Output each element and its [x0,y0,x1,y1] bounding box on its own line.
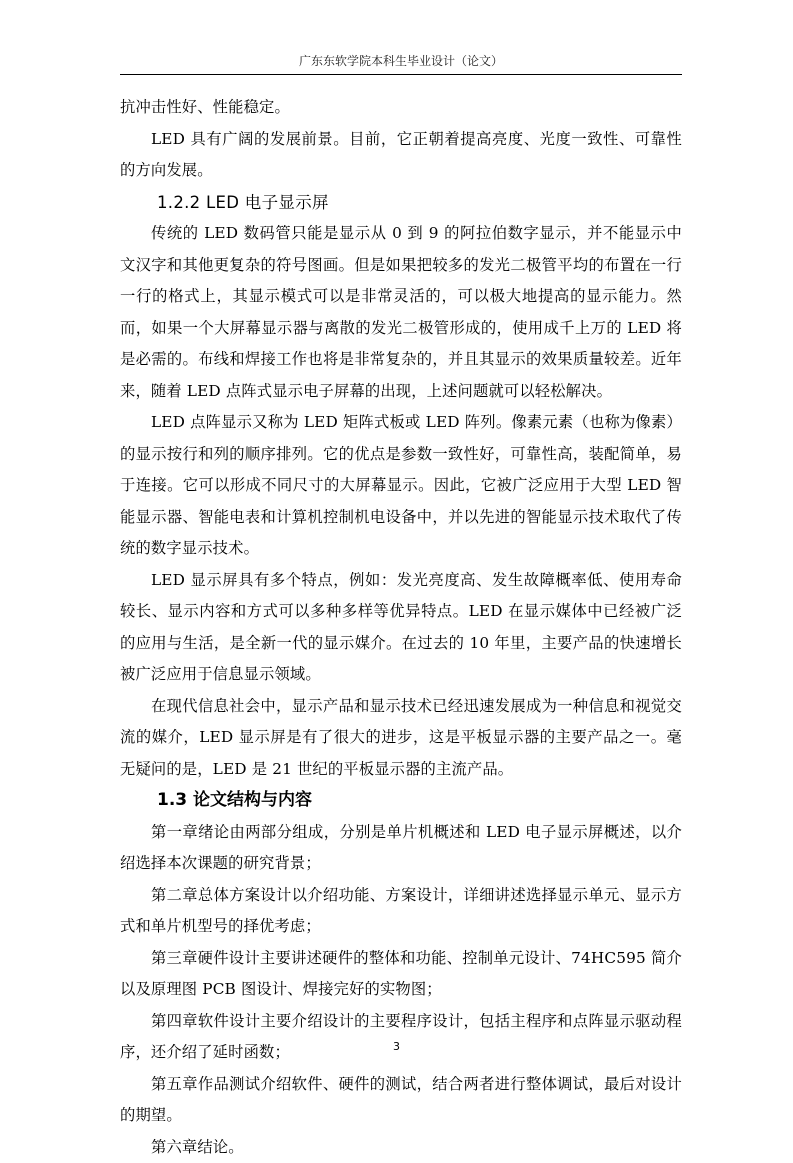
paragraph-chapter-5: 第五章作品测试介绍软件、硬件的测试，结合两者进行整体调试，最后对设计的期望。 [120,1069,682,1132]
paragraph-continued: 抗冲击性好、性能稳定。 [120,92,682,124]
paragraph-modern-display: 在现代信息社会中，显示产品和显示技术已经迅速发展成为一种信息和视觉交流的媒介，LED 显示屏是有了很大的进步，这是平板显示器的主要产品之一。毫无疑问的是，LED 是 21 世纪的平板显示器的主流产品。 [120,691,682,786]
paragraph-led-digital-tube: 传统的 LED 数码管只能是显示从 0 到 9 的阿拉伯数字显示，并不能显示中文汉字和其他更复杂的符号图画。但是如果把较多的发光二极管平均的布置在一行一行的格式上，其显示模式可以是非常灵活的，可以极大地提高的显示能力。然而，如果一个大屏幕显示器与离散的发光二极管形成的，使用成千上万的 LED 将是必需的。布线和焊接工作也将是非常复杂的，并且其显示的效果质量较差。近年来，随着 LED 点阵式显示电子屏幕的出现，上述问题就可以轻松解决。 [120,218,682,407]
page-header [120,52,682,75]
subsection-heading-1-2-2: 1.2.2 LED 电子显示屏 [120,187,682,219]
paragraph-chapter-2: 第二章总体方案设计以介绍功能、方案设计，详细讲述选择显示单元、显示方式和单片机型号的择优考虑； [120,880,682,943]
paragraph-chapter-3: 第三章硬件设计主要讲述硬件的整体和功能、控制单元设计、74HC595 简介以及原理图 PCB 图设计、焊接完好的实物图； [120,943,682,1006]
paragraph-led-matrix: LED 点阵显示又称为 LED 矩阵式板或 LED 阵列。像素元素（也称为像素）的显示按行和列的顺序排列。它的优点是参数一致性好，可靠性高，装配简单，易于连接。它可以形成不同尺寸的大屏幕显示。因此，它被广泛应用于大型 LED 智能显示器、智能电表和计算机控制机电设备中，并以先进的智能显示技术取代了传统的数字显示技术。 [120,407,682,565]
paragraph-chapter-6: 第六章结论。 [120,1132,682,1163]
paragraph-led-features: LED 显示屏具有多个特点，例如：发光亮度高、发生故障概率低、使用寿命较长、显示内容和方式可以多种多样等优异特点。LED 在显示媒体中已经被广泛的应用与生活，是全新一代的显示媒介。在过去的 10 年里，主要产品的快速增长被广泛应用于信息显示领域。 [120,565,682,691]
page-number: 3 [0,1040,793,1053]
paragraph-chapter-1: 第一章绪论由两部分组成，分别是单片机概述和 LED 电子显示屏概述，以介绍选择本次课题的研究背景； [120,817,682,880]
page-body [120,92,682,1163]
header-title: 广东东软学院本科生毕业设计（论文） [299,54,503,68]
paragraph-chapter-4: 第四章软件设计主要介绍设计的主要程序设计，包括主程序和点阵显示驱动程序，还介绍了延时函数； [120,1006,682,1069]
section-heading-1-3: 1.3 论文结构与内容 [120,785,682,817]
paragraph-led-prospects: LED 具有广阔的发展前景。目前，它正朝着提高亮度、光度一致性、可靠性的方向发展。 [120,124,682,187]
